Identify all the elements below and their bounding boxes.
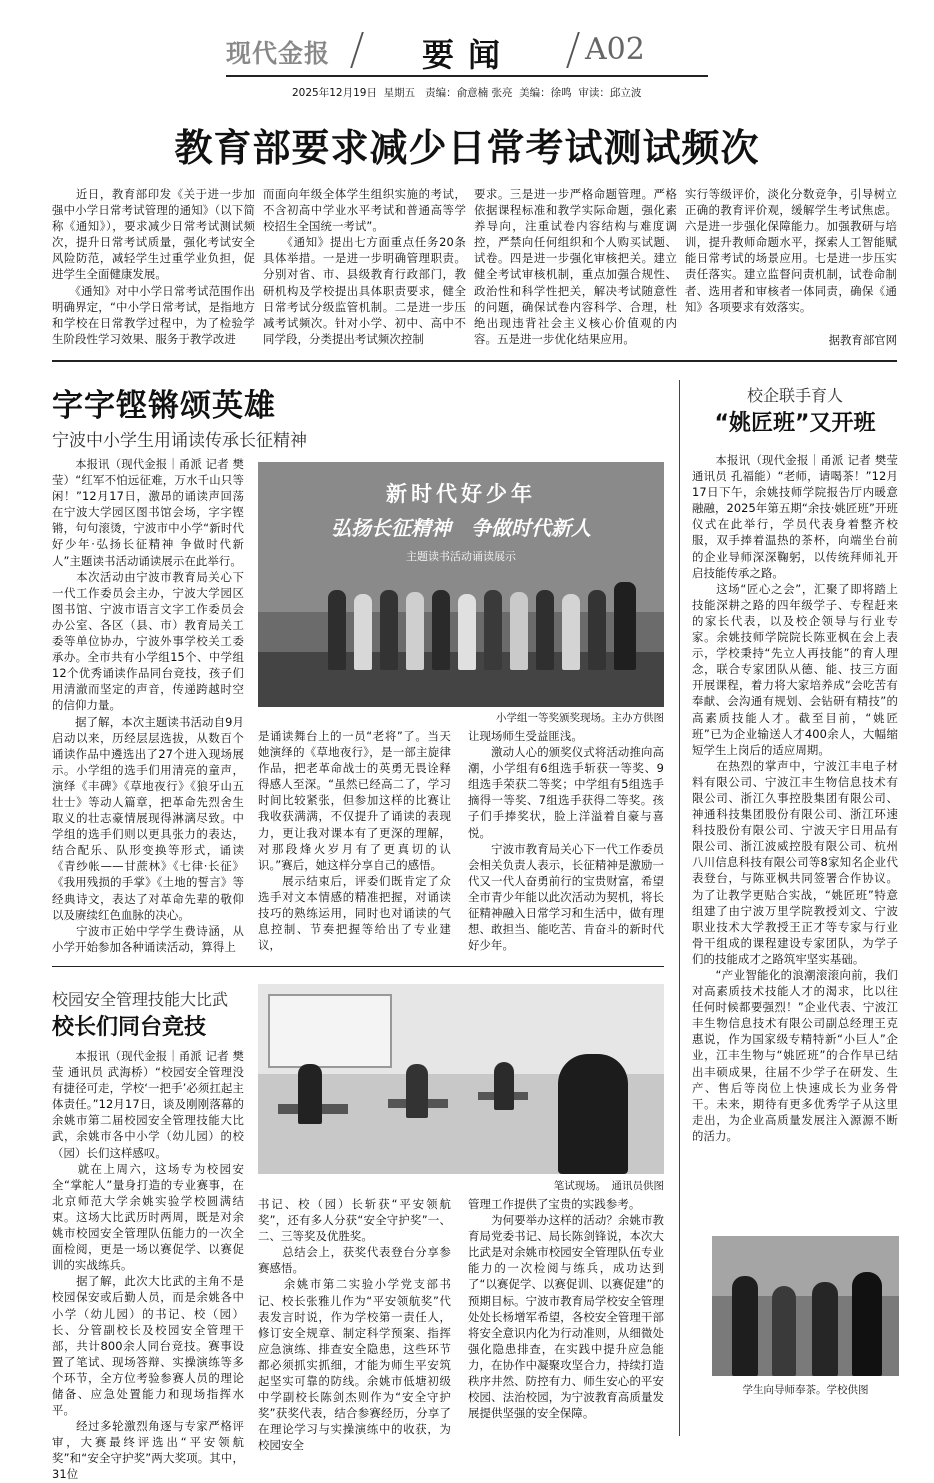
story3-photo-caption: 笔试现场。 通讯员供图 xyxy=(553,1180,664,1192)
lead-column-1 xyxy=(52,186,255,346)
photo-person xyxy=(732,1276,758,1376)
lead-col3-text: 要求。三是进一步严格命题管理。严格依据课程标准和教学实际命题，强化素养导向，注重试卷内容结构与难度调控，严禁向任何组织和个人购买试题、试卷。四是进一步强化审核把关。建立健全考试审核机制，重点加强合规性、政治性和科学性把关，解决考试随意性的问题，确保试卷内容科学、合理，杜绝出现违背社会主义核心价值观的内容。五是进一步优化结果应用。 xyxy=(474,187,677,346)
lead-source: 据教育部官网 xyxy=(828,333,897,347)
student-figure xyxy=(406,592,424,670)
student-figure xyxy=(562,594,580,670)
section-name: 要闻 xyxy=(422,36,515,74)
page-number: A02 xyxy=(585,32,645,67)
photo-students-row xyxy=(328,580,638,676)
student-figure xyxy=(614,582,636,670)
story2-col3-text: 让现场师生受益匪浅。 激动人心的颁奖仪式将活动推向高潮，小学组有6组选手斩获一等奖、9组选手荣获二等奖；中学组有5组选手摘得一等奖、7组选手获得二等奖。孩子们手捧奖状，脸上洋溢着自豪与喜悦。 宁波市教育局关心下一代工作委员会相关负责人表示，长征精神是激励一代又一代人奋勇前行的宝贵财富，希望全市青少年能以此次活动为契机，将长征精神融入日常学习和生活中，做有理想、敢担当、能吃苦、肯奋斗的新时代好少年。 xyxy=(468,729,664,953)
photo-banner-slogan: 弘扬长征精神 争做时代新人 xyxy=(331,516,591,540)
student-figure xyxy=(536,590,554,670)
dateline: 2025年12月19日 星期五 责编：俞意楠 张亮 美编：徐鸣 审读：邱立波 xyxy=(292,87,642,99)
story2-headline: 字字铿锵颂英雄 xyxy=(52,388,276,424)
story3-column-3 xyxy=(468,1196,664,1436)
photo-banner-title: 新时代好少年 xyxy=(386,481,536,506)
student-figure xyxy=(588,590,606,670)
story2-subhead: 宁波中小学生用诵读传承长征精神 xyxy=(52,431,307,451)
right-column-divider xyxy=(679,380,680,1436)
story4-photo xyxy=(712,1236,899,1376)
photo-person xyxy=(812,1282,838,1376)
story4-body-text: 本报讯（现代金报｜甬派 记者 樊莹 通讯员 孔福能）“老师，请喝茶！”12月17日下午，余姚技师学院报告厅内暖意融融，2025年第五期“余技·姚匠班”开班仪式在此举行，学员代表身着整齐校服，双手捧着温热的茶杯，向端坐台前的企业导师深深鞠躬，以传统拜师礼开启技能传承之路。 这场“匠心之会”，汇聚了即将踏上技能深耕之路的四年级学子、专程赶来的家长代表，以及校企领导与行业专家。余姚技师学院院长陈亚枫在会上表示，学校秉持“先立人再技能”的育人理念，联合专家团队从德、能、技三方面开展课程，着力将大家培养成“会吃苦有奉献、会沟通有规划、会钻研有精技”的高素质技能人才。截至目前，“姚匠班”已为企业输送人才400余人，大幅缩短学生上岗后的适应周期。 在热烈的掌声中，宁波江丰电子材料有限公司、宁波江丰生物信息技术有限公司、浙江久事控股集团有限公司、神通科技集团股份有限公司、浙江环速科技股份有限公司、宁波天宇日用品有限公司、浙江波威控股有限公司、杭州八川信息科技有限公司等8家知名企业代表登台，与陈亚枫共同签署合作协议。为了让教学更贴合实战，“姚匠班”特意组建了由宁波万里学院教授刘文、宁波职业技术大学教授王正才等专家与行业骨干组成的课程建设专家团队，为学子们的技能成才之路筑牢坚实基础。 “产业智能化的浪潮滚滚向前，我们对高素质技术技能人才的渴求，比以往任何时候都要强烈！”企业代表、宁波江丰生物信息技术有限公司副总经理王克惠说，作为国家级专精特新“小巨人”企业，江丰生物与“姚匠班”的合作早已结出丰硕成果，往届不少学子在研发、生产、售后等岗位上快速成长为业务骨干。未来，期待有更多优秀学子从这里走出，为企业高质量发展注入源源不断的活力。 xyxy=(692,453,898,1143)
story4-headline: “姚匠班”又开班 xyxy=(714,411,876,436)
lead-col2-text: 而面向年级全体学生组织实施的考试，不含初高中学业水平考试和普通高等学校招生全国统一考试”。 《通知》提出七方面重点任务20条具体举措。一是进一步明确管理职责。分别对省、市、县级教育行政部门，教研机构及学校提出具体职责要求，健全日常考试分级监管机制。二是进一步压减考试频次。针对小学、初中、高中不同学段，分类提出考试频次控制 xyxy=(263,187,466,346)
photo-window xyxy=(268,994,392,1068)
lead-column-4 xyxy=(685,186,897,331)
story3-col3-text: 管理工作提供了宝贵的实践参考。 为何要举办这样的活动？余姚市教育局党委书记、局长陈剑锋说，本次大比武是对余姚市校园安全管理队伍专业能力的一次检阅与练兵，成功达到了“以赛促学、以赛促训、以赛促建”的预期目标。宁波市教育局学校安全管理处处长杨增军希望，各校安全管理干部将安全意识内化为行动准则，从细微处强化隐患排查，在实践中提升应急能力，在协作中凝聚攻坚合力，持续打造秩序井然、防控有力、师生安心的平安校园、法治校园，为宁波教育高质量发展提供坚强的安全保障。 xyxy=(468,1197,664,1421)
photo-banner-subtitle: 主题读书活动诵读展示 xyxy=(406,550,516,563)
story3-photo xyxy=(258,984,664,1174)
lead-col4-text: 实行等级评价，淡化分数竞争，引导树立正确的教育评价观，缓解学生考试焦虑。六是进一步强化保障能力。加强教研与培训，提升教师命题水平，探索人工智能赋能日常考试的场景应用。七是进一步压实责任落实。建立监督问责机制，试卷命制者、选用者和审核者一体同责，确保《通知》各项要求有效落实。 xyxy=(685,187,897,314)
lead-divider xyxy=(52,360,897,362)
lead-column-2 xyxy=(263,186,466,346)
photo-person xyxy=(558,1054,628,1174)
photo-person xyxy=(772,1286,796,1376)
story2-column-3 xyxy=(468,728,664,956)
photo-person xyxy=(494,1062,514,1110)
story2-column-1 xyxy=(52,456,244,956)
story3-column-2 xyxy=(258,1196,451,1453)
masthead-rule xyxy=(226,75,708,77)
story3-col1-text: 本报讯（现代金报｜甬派 记者 樊莹 通讯员 武海桥）“校园安全管理没有捷径可走，学校‘一把手’必须扛起主体责任。”12月17日，谈及刚刚落幕的余姚市第二届校园安全管理技能大比武，余姚市各中小学（幼儿园）的校（园）长们这样感叹。 就在上周六，这场专为校园安全“掌舵人”量身打造的专业赛事，在北京师范大学余姚实验学校圆满结束。这场大比武历时两周，既是对余姚市校园安全管理队伍能力的一次全面检阅，更是一场以赛促学、以赛促训的实战练兵。 据了解，此次大比武的主角不是校园保安或后勤人员，而是余姚各中小学（幼儿园）的书记、校（园）长、分管副校长及校园安全管理干部，共计800余人同台竞技。赛事设置了笔试、现场答辩、实操演练等多个环节，全方位考验参赛人员的理论储备、应急处置能力和现场指挥水平。 经过多轮激烈角逐与专家严格评审，大赛最终评选出“平安领航奖”和“安全守护奖”两大奖项。其中，31位 xyxy=(52,1049,244,1482)
story4-photo-caption: 学生向导师奉茶。学校供图 xyxy=(742,1384,869,1396)
lead-column-3 xyxy=(474,186,677,346)
student-figure xyxy=(328,590,346,670)
story3-kicker: 校园安全管理技能大比武 xyxy=(52,990,229,1009)
student-figure xyxy=(432,590,450,670)
student-figure xyxy=(510,592,528,670)
story4-kicker: 校企联手育人 xyxy=(746,386,843,405)
paper-name: 现代金报 xyxy=(226,39,331,68)
student-figure xyxy=(458,594,476,670)
student-figure xyxy=(380,590,398,670)
student-figure xyxy=(354,594,372,670)
masthead-slash-1 xyxy=(350,32,364,68)
lead-headline: 教育部要求减少日常考试测试频次 xyxy=(174,126,760,170)
student-figure xyxy=(484,590,502,670)
story2-photo xyxy=(258,462,664,707)
masthead-slash-2 xyxy=(566,32,580,68)
story3-headline: 校长们同台竞技 xyxy=(52,1015,207,1040)
story2-photo-caption: 小学组一等奖颁奖现场。主办方供图 xyxy=(496,712,664,724)
story2-divider xyxy=(52,966,664,967)
story2-column-2 xyxy=(258,728,451,956)
story2-col1-text: 本报讯（现代金报｜甬派 记者 樊莹）“红军不怕远征难，万水千山只等闲！”12月17日，激昂的诵读声回荡在宁波大学园区图书馆会场，字字铿锵，句句滚烫，宁波市中小学“新时代好少年·弘扬长征精神 争做时代新人”主题读书活动诵读展示在此举行。 本次活动由宁波市教育局关心下一代工作委员会主办，宁波大学园区图书馆、宁波市语言文字工作委员会办公室、各区（县、市）教育局关工委等单位协办，宁波外事学校关工委承办。全市共有小学组15个、中学组12个优秀诵读作品同台竞技，孩子们用清澈而坚定的声音，传递跨越时空的信仰力量。 据了解，本次主题读书活动自9月启动以来，历经层层选拔，从数百个诵读作品中遴选出了27个进入现场展示。小学组的选手们用清亮的童声，演绎《丰碑》《草地夜行》《狼牙山五壮士》等动人篇章，把革命先烈舍生取义的壮志豪情展现得淋漓尽致。中学组的选手们则以更具张力的表达，结合配乐、队形变换等形式，诵读《青纱帐——甘蔗林》《七律·长征》《我用残损的手掌》《土地的誓言》等经典诗文，表达了对革命先辈的敬仰以及赓续红色血脉的决心。 宁波市正始中学学生费诗涵，从小学开始参加各种诵读活动，算得上 xyxy=(52,457,244,954)
photo-person xyxy=(298,1064,322,1124)
story4-column xyxy=(692,452,898,1232)
story3-column-1 xyxy=(52,1048,244,1482)
masthead xyxy=(0,0,934,100)
story3-col2-text: 书记、校（园）长斩获“平安领航奖”，还有多人分获“安全守护奖”一、二、三等奖及优胜奖。 总结会上，获奖代表登台分享参赛感悟。 余姚市第二实验小学党支部书记、校长张雅儿作为“平安领航奖”代表发言时说，作为学校第一责任人，修订安全规章、制定科学预案、指挥应急演练、排查安全隐患，这些环节都必须抓实抓细，才能为师生平安筑起坚实可靠的防线。余姚市低塘初级中学副校长陈剑杰则作为“安全守护奖”获奖代表，结合参赛经历，分享了在理论学习与实操演练中的收获，为校园安全 xyxy=(258,1197,451,1453)
photo-person xyxy=(852,1272,882,1376)
photo-person xyxy=(406,1064,428,1118)
story2-col2-text: 是诵读舞台上的一员“老将”了。当天她演绎的《草地夜行》，是一部主旋律作品，把老革命战士的英勇无畏诠释得感人至深。“虽然已经高二了，学习时间比较紧张，但参加这样的比赛让我收获满满，不仅提升了诵读的表现力，更让我对课本有了更深的理解，对那段烽火岁月有了更真切的认识。”赛后，她这样分享自己的感悟。 展示结束后，评委们既肯定了众选手对文本情感的精准把握，对诵读技巧的熟练运用，同时也对诵读的气息控制、节奏把握等给出了专业建议， xyxy=(258,729,451,953)
lead-col1-text: 近日，教育部印发《关于进一步加强中小学日常考试管理的通知》（以下简称《通知》），要求减少日常考试测试频次，提升日常考试质量，强化考试安全风险防范，减轻学生过重学业负担，促进学生全面健康发展。 《通知》对中小学日常考试范围作出明确界定，“中小学日常考试，是指地方和学校在日常教学过程中，为了检验学生阶段性学习效果、服务于教学改进 xyxy=(52,187,255,346)
